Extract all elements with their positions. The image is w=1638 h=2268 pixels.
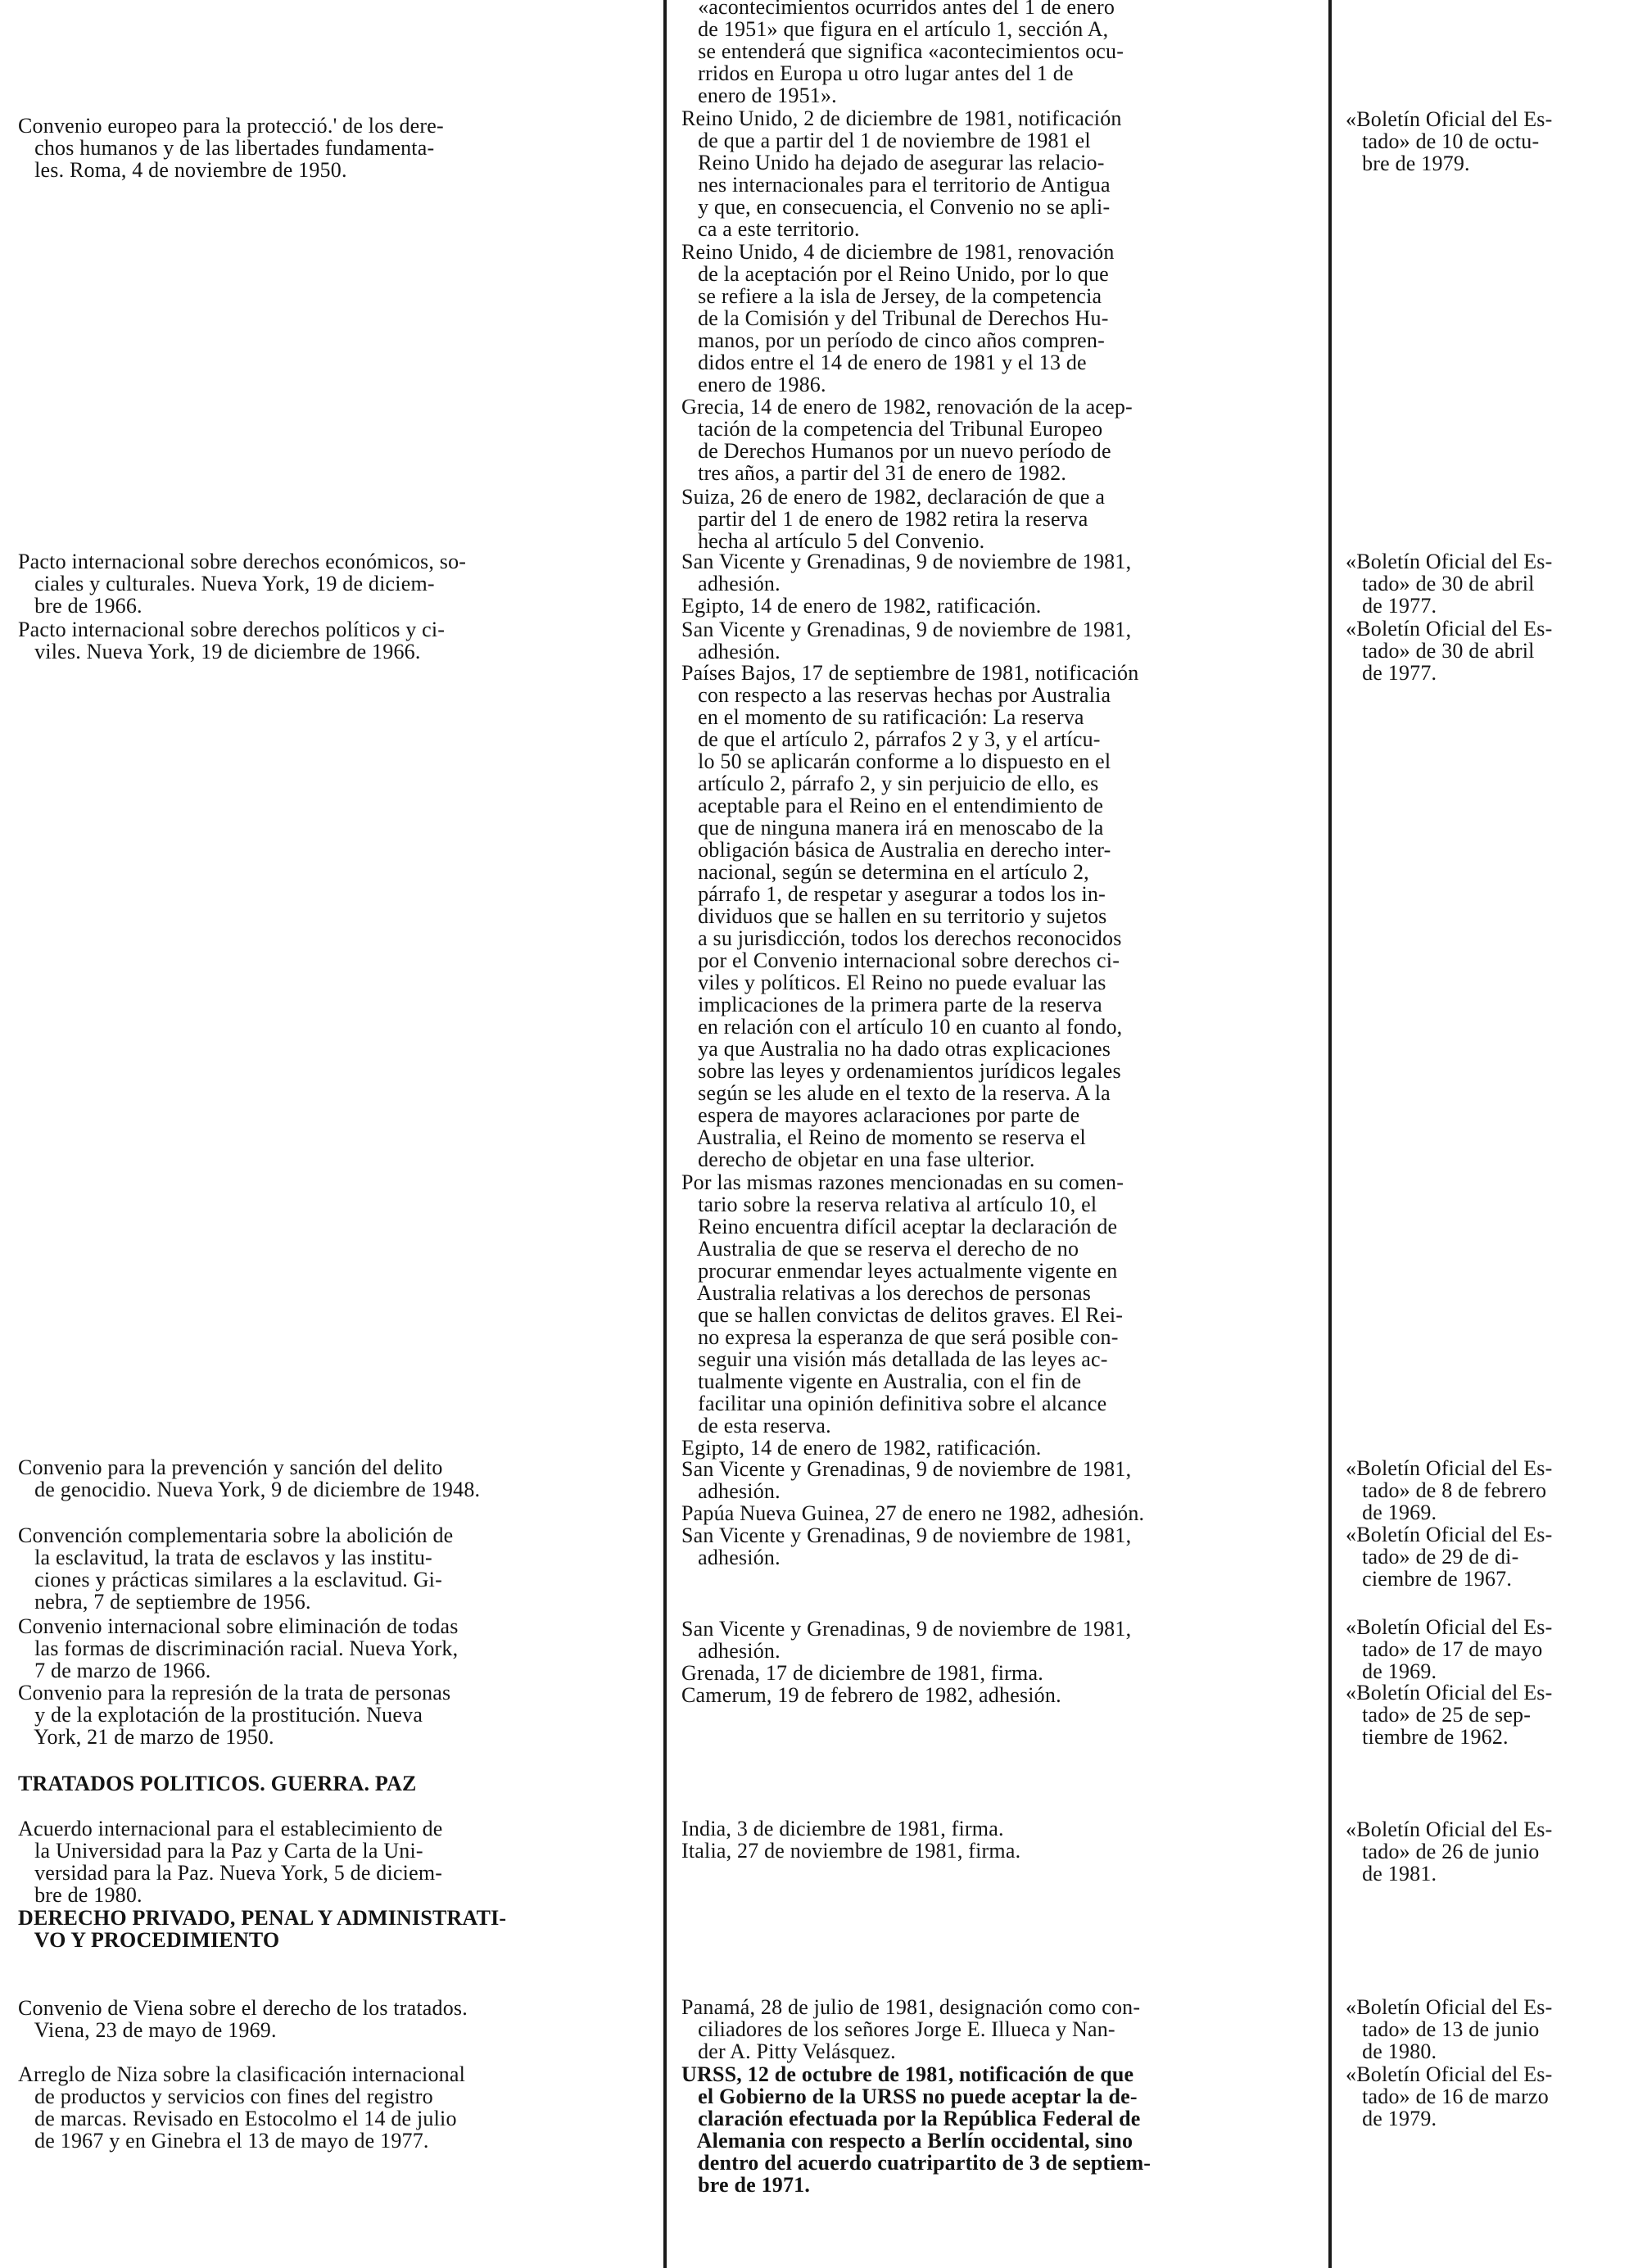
- entry-suiza: Suiza, 26 de enero de 1982, declaración de que a partir del 1 de enero de 1982 retira la reserva hecha al artículo 5 del Convenio.: [681, 485, 1106, 553]
- boe-reference-pidesc: «Boletín Oficial del Es- tado» de 30 de abril de 1977.: [1346, 550, 1553, 618]
- entry-san-vicente-egipto-pidesc: San Vicente y Grenadinas, 9 de noviembre de 1981, adhesión. Egipto, 14 de enero de 1982, ratificación.: [681, 550, 1132, 618]
- entry-paises-bajos: Países Bajos, 17 de septiembre de 1981, notificación con respecto a las reservas hechas por Australia en el momento de su ratificación: La reserva de que el artículo 2, párrafos 2 y 3, y el artícu- lo 50 se aplicarán conforme a lo dispuesto en el artículo 2, párrafo 2, y sin perjuicio de ello, es aceptable para el Reino en el entendimiento de que de ninguna manera irá en menoscabo de la obligación básica de Australia en derecho inter- nacional, según se determina en el artículo 2, párrafo 1, de respetar y asegurar a todos los in- dividuos que se hallen en su territorio y sujetos a su jurisdicción, todos los derechos reconocidos por el Convenio internacional sobre derechos ci- viles y políticos. El Reino no puede evaluar las implicaciones de la primera parte de la reserva en relación con el artículo 10 en cuanto al fondo, ya que Australia no ha dado otras explicaciones sobre las leyes y ordenamientos jurídicos legales según se les alude en el texto de la reserva. A la espera de mayores aclaraciones por parte de Australia, el Reino de momento se reserva el derecho de objetar en una fase ulterior.: [681, 661, 1139, 1171]
- treaty-universidad-para-la-paz: Acuerdo internacional para el establecimiento de la Universidad para la Paz y Carta de la Uni- versidad para la Paz. Nueva York, 5 de diciem- bre de 1980.: [18, 1817, 443, 1907]
- section-heading-derecho-privado: DERECHO PRIVADO, PENAL Y ADMINISTRATI- VO Y PROCEDIMIENTO: [18, 1906, 507, 1952]
- entry-grenada: Grenada, 17 de diciembre de 1981, firma.: [681, 1661, 1043, 1685]
- entry-por-las-mismas-razones: Por las mismas razones mencionadas en su comen- tario sobre la reserva relativa al artículo 10, el Reino encuentra difícil aceptar la declaración de Australia de que se reserva el derecho de no procurar enmendar leyes actualmente vigente en Australia relativas a los derechos de personas que se hallen convictas de delitos graves. El Rei- no expresa la esperanza de que será posible con- seguir una visión más detallada de las leyes ac- tualmente vigente en Australia, con el fin de facilitar una opinión definitiva sobre el alcance de esta reserva.: [681, 1170, 1124, 1437]
- entry-san-vicente-esclavitud: San Vicente y Grenadinas, 9 de noviembre de 1981, adhesión.: [681, 1523, 1132, 1569]
- entry-san-vicente-genocidio: San Vicente y Grenadinas, 9 de noviembre de 1981, adhesión.: [681, 1457, 1132, 1503]
- entry-india-italia: India, 3 de diciembre de 1981, firma. Italia, 27 de noviembre de 1981, firma.: [681, 1817, 1021, 1863]
- column-divider-right: [1328, 0, 1332, 2268]
- treaty-convenio-discriminacion-racial: Convenio internacional sobre eliminación de todas las formas de discriminación racial. Nueva York, 7 de marzo de 1966.: [18, 1614, 459, 1682]
- entry-panama: Panamá, 28 de julio de 1981, designación como con- ciliadores de los señores Jorge E. Illueca y Nan- der A. Pitty Velásquez.: [681, 1995, 1141, 2063]
- treaty-convenio-trata-personas: Convenio para la represión de la trata de personas y de la explotación de la prostitución. Nueva York, 21 de marzo de 1950.: [18, 1681, 451, 1749]
- column-divider-left: [663, 0, 667, 2268]
- entry-urss: URSS, 12 de octubre de 1981, notificación de que el Gobierno de la URSS no puede aceptar la de- claración efectuada por la República Federal de Alemania con respecto a Berlín occidental, sino dentro del acuerdo cuatripartito de 3 de septiem- bre de 1971.: [681, 2062, 1152, 2197]
- entry-egipto-ratificacion: Egipto, 14 de enero de 1982, ratificación.: [681, 1436, 1042, 1460]
- boe-reference-pidcp: «Boletín Oficial del Es- tado» de 30 de abril de 1977.: [1346, 617, 1553, 685]
- entry-grecia: Grecia, 14 de enero de 1982, renovación de la acep- tación de la competencia del Tribunal Europeo de Derechos Humanos por un nuevo período de tres años, a partir del 31 de enero de 1982.: [681, 395, 1133, 485]
- text-continuation-acontecimientos: «acontecimientos ocurridos antes del 1 de enero de 1951» que figura en el artículo 1, sección A, se entenderá que significa «acontecimientos ocu- rridos en Europa u otro lugar antes del 1 de enero de 1951».: [698, 0, 1124, 107]
- boe-reference-niza: «Boletín Oficial del Es- tado» de 16 de marzo de 1979.: [1346, 2062, 1553, 2130]
- entry-reino-unido-jersey: Reino Unido, 4 de diciembre de 1981, renovación de la aceptación por el Reino Unido, por lo que se refiere a la isla de Jersey, de la competencia de la Comisión y del Tribunal de Derechos Hu- manos, por un período de cinco años compren- didos entre el 14 de enero de 1981 y el 13 de enero de 1986.: [681, 240, 1115, 396]
- treaty-convenio-viena: Convenio de Viena sobre el derecho de los tratados. Viena, 23 de mayo de 1969.: [18, 1996, 468, 2042]
- boe-reference-universidad-paz: «Boletín Oficial del Es- tado» de 26 de junio de 1981.: [1346, 1818, 1553, 1885]
- entry-san-vicente-discriminacion: San Vicente y Grenadinas, 9 de noviembre de 1981, adhesión.: [681, 1617, 1132, 1663]
- boe-reference-trata: «Boletín Oficial del Es- tado» de 25 de sep- tiembre de 1962.: [1346, 1681, 1553, 1749]
- treaty-pacto-derechos-politicos: Pacto internacional sobre derechos políticos y ci- viles. Nueva York, 19 de diciembre de 1966.: [18, 618, 446, 663]
- entry-reino-unido-antigua: Reino Unido, 2 de diciembre de 1981, notificación de que a partir del 1 de noviembre de 1981 el Reino Unido ha dejado de asegurar las relacio- nes internacionales para el territorio de Antigua y que, en consecuencia, el Convenio no se apli- ca a este territorio.: [681, 106, 1122, 241]
- entry-san-vicente-pidcp: San Vicente y Grenadinas, 9 de noviembre de 1981, adhesión.: [681, 618, 1132, 663]
- treaty-convenio-genocidio: Convenio para la prevención y sanción del delito de genocidio. Nueva York, 9 de diciembre de 1948.: [18, 1455, 481, 1501]
- treaty-convencion-esclavitud: Convención complementaria sobre la abolición de la esclavitud, la trata de esclavos y las institu- ciones y prácticas similares a la esclavitud. Gi- nebra, 7 de septiembre de 1956.: [18, 1523, 454, 1614]
- boe-reference-discriminacion: «Boletín Oficial del Es- tado» de 17 de mayo de 1969.: [1346, 1615, 1553, 1683]
- treaty-convenio-europeo-derechos-humanos: Convenio europeo para la protecció.' de los dere- chos humanos y de las libertades fundamenta- les. Roma, 4 de noviembre de 1950.: [18, 114, 444, 182]
- treaty-pacto-derechos-economicos: Pacto internacional sobre derechos económicos, so- ciales y culturales. Nueva York, 19 de diciem- bre de 1966.: [18, 550, 467, 618]
- boe-reference-viena: «Boletín Oficial del Es- tado» de 13 de junio de 1980.: [1346, 1995, 1553, 2063]
- boe-reference-echr: «Boletín Oficial del Es- tado» de 10 de octu- bre de 1979.: [1346, 107, 1553, 175]
- boe-reference-genocidio: «Boletín Oficial del Es- tado» de 8 de febrero de 1969.: [1346, 1456, 1553, 1524]
- entry-camerum: Camerum, 19 de febrero de 1982, adhesión.: [681, 1683, 1061, 1707]
- entry-papua-nueva-guinea: Papúa Nueva Guinea, 27 de enero ne 1982, adhesión.: [681, 1501, 1145, 1525]
- boe-reference-esclavitud: «Boletín Oficial del Es- tado» de 29 de di- ciembre de 1967.: [1346, 1523, 1553, 1591]
- section-heading-tratados-politicos: TRATADOS POLITICOS. GUERRA. PAZ: [18, 1772, 417, 1795]
- treaty-arreglo-niza: Arreglo de Niza sobre la clasificación internacional de productos y servicios con fines del registro de marcas. Revisado en Estocolmo el 14 de julio de 1967 y en Ginebra el 13 de mayo de 1977.: [18, 2062, 466, 2153]
